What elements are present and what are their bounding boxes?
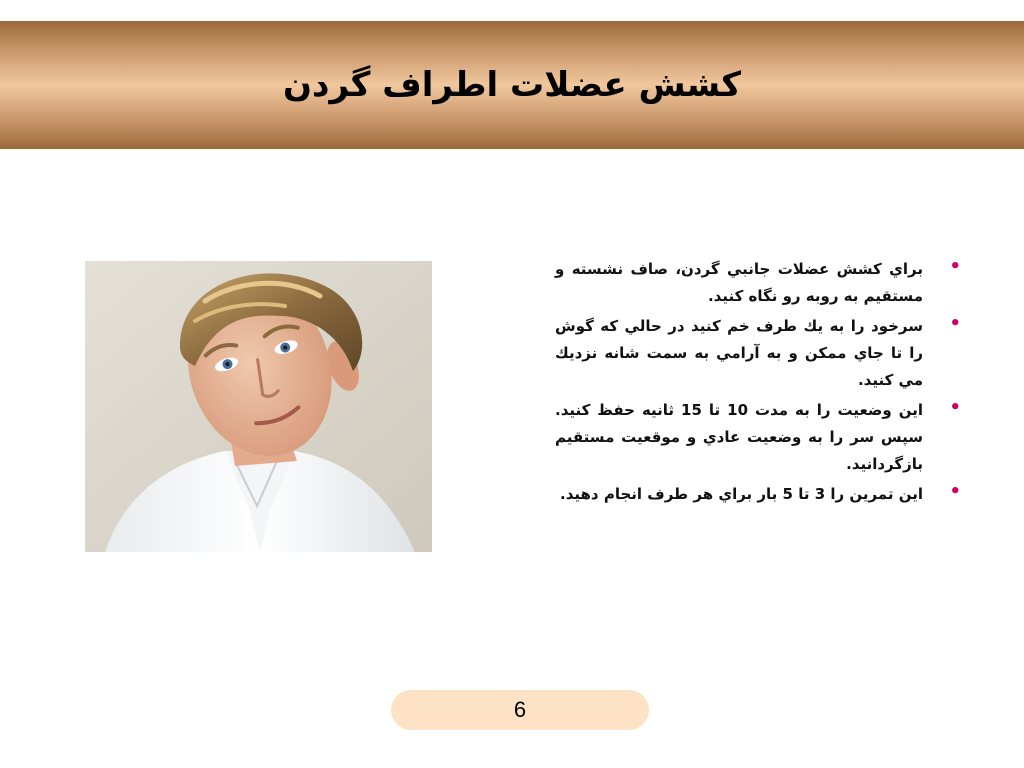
bullet-text: اين وضعيت را به مدت 10 تا 15 ثانيه حفظ كنيد. سپس سر را به وضعيت عادي و موقعيت مستقيم بازگردانيد. [555,401,923,473]
bullet-dot-icon: • [949,313,961,334]
bullet-dot-icon: • [949,481,961,502]
bullet-dot-icon: • [949,397,961,418]
bullet-text: اين تمرين را 3 تا 5 بار براي هر طرف انجام دهيد. [560,485,923,503]
page-number-badge [391,690,649,730]
page-number: 6 [513,697,527,722]
title-banner [0,21,1024,149]
man-tilting-head-photo [85,261,432,552]
bullet-list [555,256,965,511]
slide-title: کشش عضلات اطراف گردن [282,65,742,105]
bullet-text: براي كشش عضلات جانبي گردن، صاف نشسته و مستقيم به روبه رو نگاه كنيد. [555,260,923,305]
list-item [555,397,965,478]
list-item [555,256,965,310]
list-item [555,481,965,508]
bullet-dot-icon: • [949,256,961,277]
list-item [555,313,965,394]
bullet-text: سرخود را به يك طرف خم كنيد در حالي كه گوش را تا جاي ممكن و به آرامي به سمت شانه نزديك مي كنيد. [555,317,923,389]
